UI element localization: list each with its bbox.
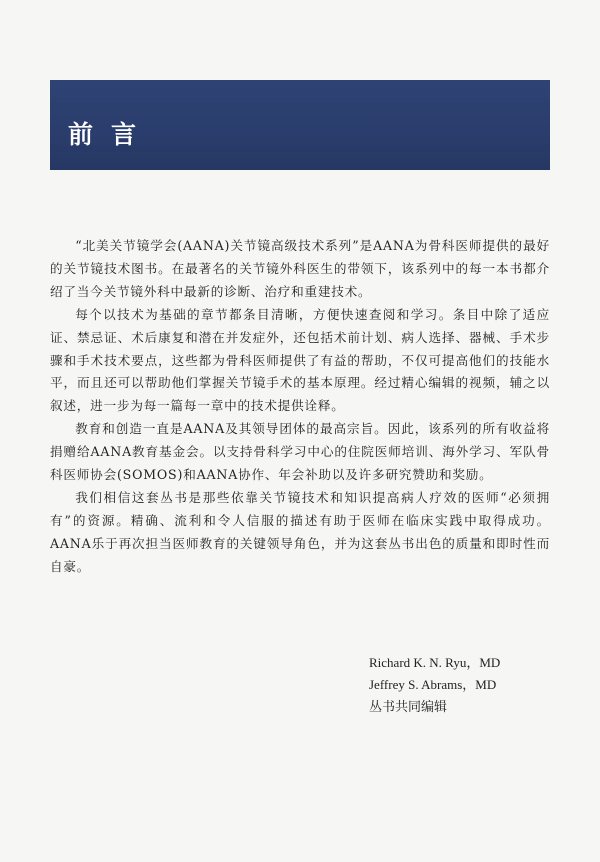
paragraph-2: 每个以技术为基础的章节都条目清晰，方便快速查阅和学习。条目中除了适应证、禁忌证、术后康复和潜在并发症外，还包括术前计划、病人选择、器械、手术步骤和手术技术要点，这些都为骨科医师提供了有益的帮助，不仅可提高他们的技能水平，而且还可以帮助他们掌握关节镜手术的基本原理。经过精心编辑的视频，辅之以叙述，进一步为每一篇每一章中的技术提供诠释。 [50,306,550,414]
header-banner [50,80,550,170]
paragraph-4: 我们相信这套丛书是那些依靠关节镜技术和知识提高病人疗效的医师“必须拥有”的资源。精确、流利和令人信服的描述有助于医师在临床实践中取得成功。AANA乐于再次担当医师教育的关键领导角色，并为这套丛书出色的质量和即时性而自豪。 [50,489,550,574]
author-name: Jeffrey S. Abrams，MD [369,677,497,692]
author-name: Richard K. N. Ryu，MD [369,655,501,670]
page-title: 前言 [68,120,155,149]
signature-block [369,652,500,718]
paragraph-3: 教育和创造一直是AANA及其领导团体的最高宗旨。因此，该系列的所有收益将捐赠给AANA教育基金会。以支持骨科学习中心的住院医师培训、海外学习、军队骨科医师协会(SOMOS)和AANA协作、年会补助以及许多研究赞助和奖励。 [50,421,550,483]
author-role: 丛书共同编辑 [369,699,448,714]
paragraph-1: “北美关节镜学会(AANA)关节镜高级技术系列”是AANA为骨科医师提供的最好的关节镜技术图书。在最著名的关节镜外科医生的带领下，该系列中的每一本书都介绍了当今关节镜外科中最新的诊断、治疗和重建技术。 [50,238,550,299]
preface-body [50,235,550,579]
